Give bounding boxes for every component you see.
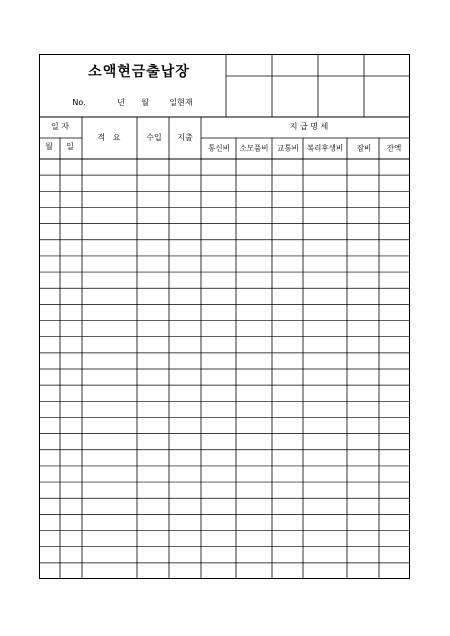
month-label: 월: [141, 98, 149, 107]
ledger-grid-lines: [39, 54, 410, 579]
date-group-header: 일 자: [51, 122, 69, 131]
day-column-header: 일: [66, 142, 74, 151]
expense-column-header: 지출: [177, 133, 193, 142]
income-column-header: 수입: [146, 133, 162, 142]
welfare-cost-header: 복리후생비: [306, 143, 344, 153]
summary-column-header: 적 요: [97, 133, 121, 142]
supplies-cost-header: 소모품비: [239, 143, 269, 153]
communication-cost-header: 통신비: [208, 143, 230, 153]
number-label: No.: [72, 98, 86, 107]
payment-detail-group-header: 지 급 명 세: [289, 122, 329, 131]
cash-ledger-sheet: [39, 54, 410, 579]
balance-header: 잔액: [386, 143, 402, 153]
year-label: 년: [117, 98, 125, 107]
month-column-header: 월: [45, 142, 53, 151]
ledger-outer-border: [40, 55, 410, 579]
as-of-day-label: 일현재: [169, 98, 193, 107]
misc-cost-header: 잡비: [356, 143, 372, 153]
ledger-title: 소액현금출납장: [88, 64, 190, 80]
transportation-cost-header: 교통비: [277, 143, 299, 153]
